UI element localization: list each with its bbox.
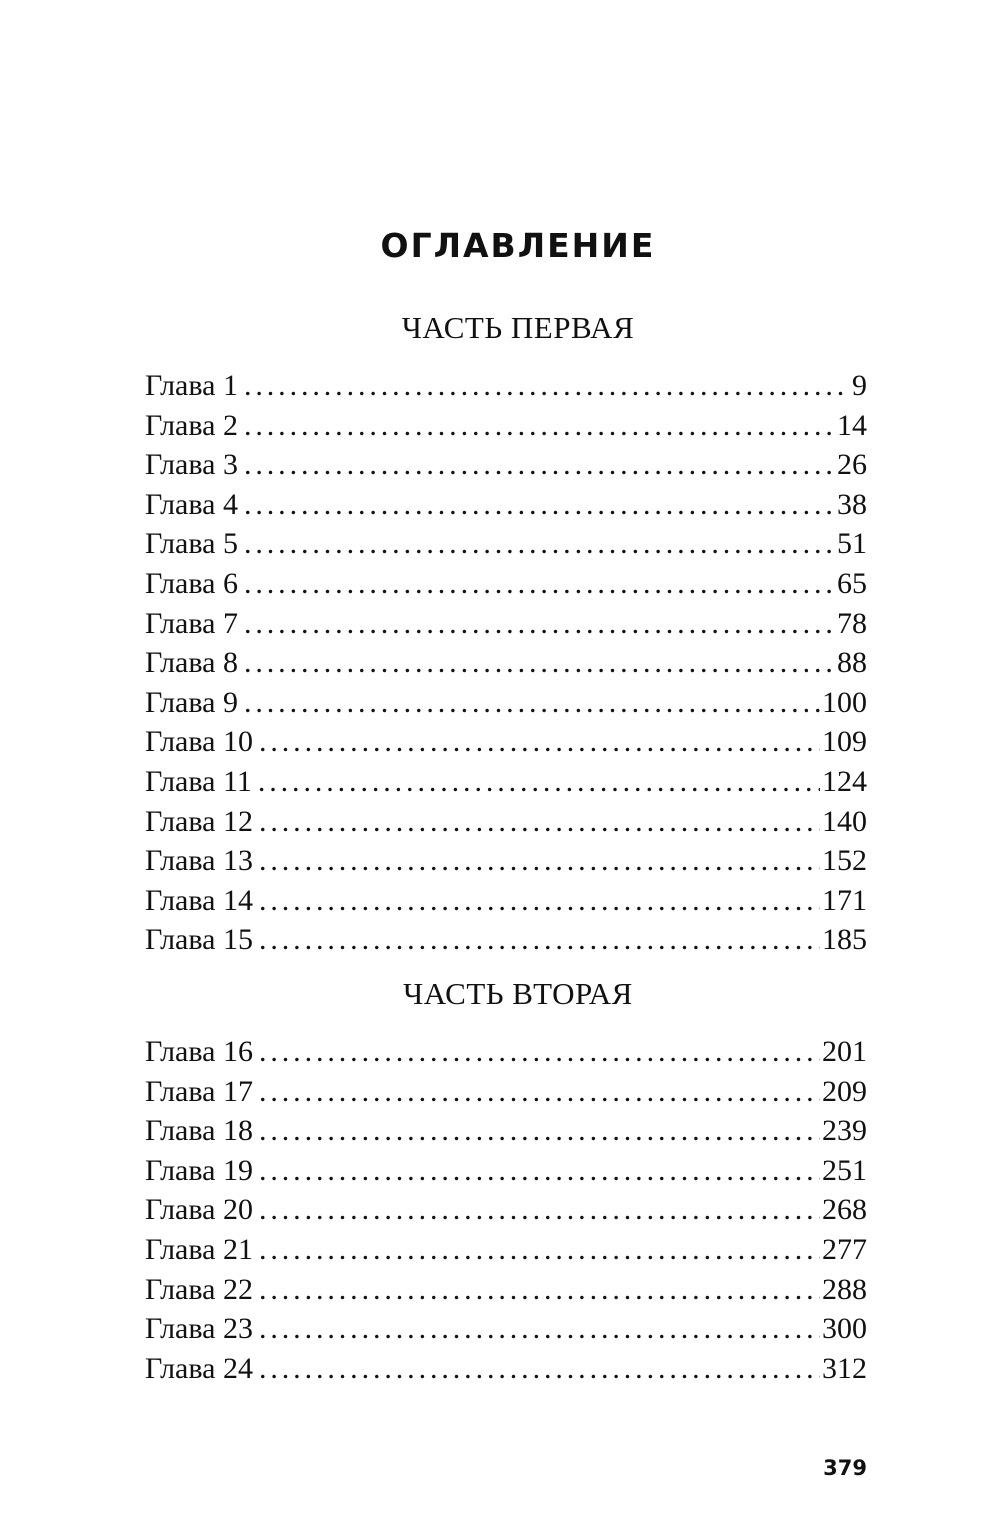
toc-entry (145, 445, 867, 485)
chapter-page-number: 88 (837, 646, 867, 680)
toc-entry (145, 1111, 867, 1151)
toc-list-part-2 (145, 1032, 867, 1388)
dot-leader (259, 722, 820, 762)
toc-entry (145, 1032, 867, 1072)
toc-entry (145, 366, 867, 406)
chapter-page-number: 9 (852, 369, 867, 402)
chapter-label: Глава 21 (145, 1232, 253, 1266)
chapter-label: Глава 10 (145, 725, 253, 759)
chapter-page-number: 51 (837, 527, 867, 561)
chapter-label: Глава 4 (145, 487, 238, 521)
toc-entry (145, 643, 867, 683)
chapter-page-number: 288 (822, 1272, 867, 1306)
chapter-label: Глава 3 (145, 448, 238, 482)
dot-leader (259, 1032, 820, 1072)
part-title: ЧАСТЬ ПЕРВАЯ (401, 310, 635, 345)
chapter-page-number: 171 (822, 883, 867, 917)
chapter-page-number: 100 (822, 685, 867, 719)
chapter-page-number: 185 (822, 923, 867, 957)
chapter-page-number: 201 (822, 1035, 867, 1068)
toc-entry (145, 1309, 867, 1349)
toc-entry (145, 722, 867, 762)
dot-leader (244, 564, 835, 604)
toc-entry (145, 406, 867, 446)
toc-entry (145, 683, 867, 723)
toc-entry (145, 485, 867, 525)
dot-leader (259, 920, 820, 960)
chapter-page-number: 209 (822, 1074, 867, 1108)
toc-entry (145, 1230, 867, 1270)
chapter-label: Глава 14 (145, 883, 253, 917)
toc-entry (145, 1349, 867, 1389)
toc-entry (145, 802, 867, 842)
part-title: ЧАСТЬ ВТОРАЯ (403, 976, 633, 1011)
chapter-label: Глава 22 (145, 1272, 253, 1306)
toc-entry (145, 1072, 867, 1112)
chapter-page-number: 268 (822, 1193, 867, 1227)
chapter-label: Глава 16 (145, 1035, 253, 1068)
toc-heading: ОГЛАВЛЕНИЕ (380, 226, 656, 265)
dot-leader (259, 802, 820, 842)
toc-entry (145, 604, 867, 644)
toc-entry (145, 881, 867, 921)
chapter-label: Глава 11 (145, 764, 252, 798)
toc-entry (145, 1190, 867, 1230)
chapter-label: Глава 20 (145, 1193, 253, 1227)
chapter-page-number: 140 (822, 804, 867, 838)
toc-entry (145, 1151, 867, 1191)
toc-entry (145, 524, 867, 564)
toc-entry (145, 1270, 867, 1310)
chapter-label: Глава 18 (145, 1114, 253, 1148)
chapter-label: Глава 13 (145, 844, 253, 878)
dot-leader (259, 1230, 820, 1270)
chapter-label: Глава 24 (145, 1351, 253, 1385)
dot-leader (244, 524, 835, 564)
chapter-label: Глава 7 (145, 606, 238, 640)
dot-leader (259, 1111, 820, 1151)
dot-leader (259, 1309, 820, 1349)
dot-leader (244, 604, 835, 644)
toc-entry (145, 841, 867, 881)
dot-leader (244, 366, 850, 406)
dot-leader (244, 445, 835, 485)
chapter-page-number: 109 (822, 725, 867, 759)
chapter-page-number: 251 (822, 1153, 867, 1187)
dot-leader (259, 1270, 820, 1310)
dot-leader (259, 1190, 820, 1230)
chapter-label: Глава 1 (145, 369, 238, 402)
chapter-label: Глава 5 (145, 527, 238, 561)
chapter-page-number: 78 (837, 606, 867, 640)
chapter-page-number: 38 (837, 487, 867, 521)
chapter-page-number: 239 (822, 1114, 867, 1148)
chapter-page-number: 65 (837, 566, 867, 600)
chapter-label: Глава 9 (145, 685, 238, 719)
dot-leader (259, 1072, 820, 1112)
chapter-page-number: 124 (822, 764, 867, 798)
chapter-label: Глава 17 (145, 1074, 253, 1108)
dot-leader (259, 1151, 820, 1191)
dot-leader (244, 485, 835, 525)
dot-leader (258, 762, 820, 802)
dot-leader (259, 881, 820, 921)
chapter-page-number: 300 (822, 1312, 867, 1346)
toc-list-part-1 (145, 366, 867, 960)
dot-leader (259, 841, 820, 881)
chapter-label: Глава 19 (145, 1153, 253, 1187)
chapter-label: Глава 6 (145, 566, 238, 600)
toc-entry (145, 762, 867, 802)
chapter-label: Глава 8 (145, 646, 238, 680)
dot-leader (244, 643, 835, 683)
chapter-label: Глава 12 (145, 804, 253, 838)
chapter-page-number: 26 (837, 448, 867, 482)
chapter-page-number: 152 (822, 844, 867, 878)
toc-entry (145, 920, 867, 960)
chapter-label: Глава 2 (145, 408, 238, 442)
dot-leader (244, 683, 820, 723)
chapter-label: Глава 15 (145, 923, 253, 957)
chapter-page-number: 14 (837, 408, 867, 442)
toc-entry (145, 564, 867, 604)
chapter-page-number: 312 (822, 1351, 867, 1385)
page-number: 379 (823, 1456, 867, 1480)
chapter-page-number: 277 (822, 1232, 867, 1266)
dot-leader (244, 406, 835, 446)
chapter-label: Глава 23 (145, 1312, 253, 1346)
dot-leader (259, 1349, 820, 1389)
